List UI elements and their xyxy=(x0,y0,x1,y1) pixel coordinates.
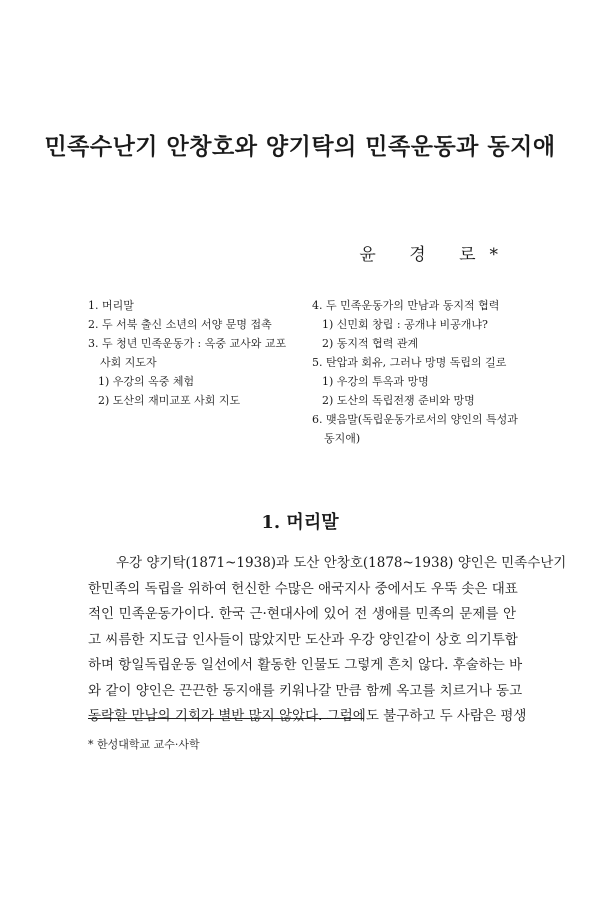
toc-item: 2) 동지적 협력 관계 xyxy=(322,337,419,350)
paper-title: 민족수난기 안창호와 양기탁의 민족운동과 동지애 xyxy=(44,133,556,160)
toc-item: 동지애) xyxy=(324,432,361,445)
body-line: 한민족의 독립을 위하여 헌신한 수많은 애국지사 중에서도 우뚝 솟은 대표 xyxy=(88,580,518,597)
body-line: 하며 항일독립운동 일선에서 활동한 인물도 그렇게 흔치 않다. 후술하는 바 xyxy=(88,657,523,673)
body-line: 우강 양기탁(1871~1938)과 도산 안창호(1878~1938) 양인은 민족수난기 xyxy=(116,555,567,571)
toc-item: 6. 맺음말(독립운동가로서의 양인의 특성과 xyxy=(312,413,518,426)
body-line: 적인 민족운동가이다. 한국 근·현대사에 있어 전 생애를 민족의 문제를 안 xyxy=(88,606,516,622)
body-line: 고 씨름한 지도급 인사들이 많았지만 도산과 우강 양인같이 상호 의기투합 xyxy=(88,631,518,648)
toc-item: 5. 탄압과 회유, 그러나 망명 독립의 길로 xyxy=(312,356,507,369)
toc-item: 2. 두 서북 출신 소년의 서양 문명 접촉 xyxy=(88,318,272,331)
toc-item: 2) 도산의 독립전쟁 준비와 망명 xyxy=(322,394,475,407)
toc-item: 1) 우강의 옥중 체험 xyxy=(98,375,195,388)
table-of-contents-right xyxy=(312,296,522,448)
toc-item: 4. 두 민족운동가의 만남과 동지적 협력 xyxy=(312,299,500,312)
footnote: * 한성대학교 교수·사학 xyxy=(88,738,200,751)
footnote-divider xyxy=(88,718,364,719)
body-line: 동락할 만남의 기회가 별반 많지 않았다. 그럼에도 불구하고 두 사람은 평생 xyxy=(88,708,527,724)
table-of-contents-left xyxy=(88,296,303,410)
body-text xyxy=(88,551,567,730)
toc-item: 3. 두 청년 민족운동가 : 옥중 교사와 교포 xyxy=(88,337,287,350)
toc-item: 사회 지도자 xyxy=(100,356,157,369)
author-name: 윤 경 로* xyxy=(359,245,512,265)
body-line: 와 같이 양인은 끈끈한 동지애를 키워나갈 만큼 함께 옥고를 치르거나 동고 xyxy=(88,682,523,699)
toc-item: 1) 우강의 투옥과 망명 xyxy=(322,375,429,388)
section-heading: 1. 머리말 xyxy=(261,512,339,533)
toc-item: 2) 도산의 재미교포 사회 지도 xyxy=(98,394,241,407)
toc-item: 1) 신민회 창립 : 공개냐 비공개냐? xyxy=(322,318,488,331)
toc-item: 1. 머리말 xyxy=(88,299,134,312)
